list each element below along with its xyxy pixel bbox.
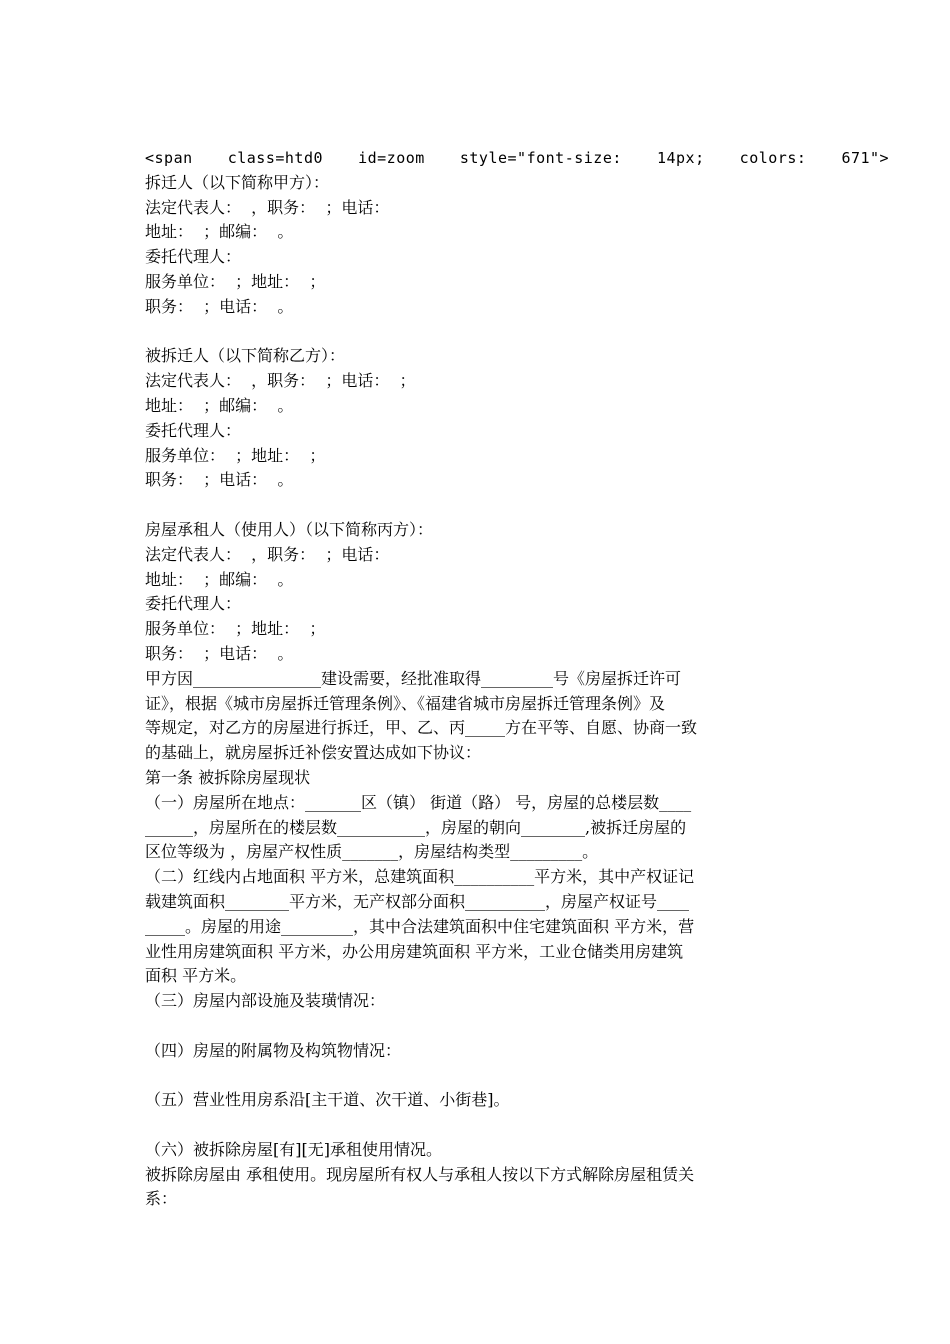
item-2-line: 面积 平方米。 <box>145 966 247 986</box>
party-b-unit: 服务单位： ；地址： ； <box>145 445 326 465</box>
lease-line: 被拆除房屋由 承租使用。现房屋所有权人与承租人按以下方式解除房屋租赁关 <box>145 1164 695 1184</box>
item-2-line: （二）红线内占地面积 平方米，总建筑面积__________平方米，其中产权证记 <box>145 867 695 887</box>
contract-document <box>145 146 890 1212</box>
party-a-rep: 法定代表人： ，职务： ；电话： <box>145 197 390 217</box>
party-a-addr: 地址： ；邮编： 。 <box>145 222 294 242</box>
party-c-unit: 服务单位： ；地址： ； <box>145 619 326 639</box>
article-1-title: 第一条 被拆除房屋现状 <box>145 767 311 787</box>
item-6: （六）被拆除房屋[有][无]承租使用情况。 <box>145 1139 442 1159</box>
item-2-line: 业性用房建筑面积 平方米，办公用房建筑面积 平方米，工业仓储类用房建筑 <box>145 941 684 961</box>
lease-line: 系： <box>145 1189 178 1209</box>
item-1-line: 区位等级为 ，房屋产权性质_______，房屋结构类型_________。 <box>145 842 599 862</box>
item-5: （五）营业性用房系沿[主干道、次干道、小街巷]。 <box>145 1090 510 1110</box>
party-a-agent: 委托代理人： <box>145 247 242 267</box>
party-c-heading: 房屋承租人（使用人）（以下简称丙方）： <box>145 519 434 539</box>
spacer <box>145 493 810 518</box>
item-1-line: ______，房屋所在的楼层数___________，房屋的朝向________,被拆迁房屋的 <box>145 817 687 837</box>
item-2-line: 载建筑面积________平方米，无产权部分面积__________，房屋产权证号____ <box>145 891 690 911</box>
spacer <box>145 1014 810 1039</box>
party-a-unit: 服务单位： ；地址： ； <box>145 271 326 291</box>
preamble-line: 的基础上，就房屋拆迁补偿安置达成如下协议： <box>145 743 482 763</box>
spacer <box>145 320 810 345</box>
party-a-heading: 拆迁人（以下简称甲方）： <box>145 172 330 192</box>
item-3: （三）房屋内部设施及装璜情况： <box>145 991 386 1011</box>
item-4: （四）房屋的附属物及构筑物情况： <box>145 1040 402 1060</box>
item-1-line: （一）房屋所在地点：_______区（镇） 街道（路） 号，房屋的总楼层数____ <box>145 792 692 812</box>
preamble-line: 等规定，对乙方的房屋进行拆迁，甲、乙、丙_____方在平等、自愿、协商一致 <box>145 718 698 738</box>
spacer <box>145 1063 810 1088</box>
party-b-rep: 法定代表人： ，职务： ；电话： ； <box>145 371 416 391</box>
party-b-heading: 被拆迁人（以下简称乙方）： <box>145 346 346 366</box>
party-b-addr: 地址： ；邮编： 。 <box>145 395 294 415</box>
party-c-addr: 地址： ；邮编： 。 <box>145 569 294 589</box>
party-b-agent: 委托代理人： <box>145 420 242 440</box>
preamble-line: 甲方因________________建设需要，经批准取得_________号《房屋拆迁许可 <box>145 668 682 688</box>
party-a-duty: 职务： ；电话： 。 <box>145 296 294 316</box>
code-line: <span class=htd0 id=zoom style="font-size: 14px; colors: 671"> <box>145 149 890 167</box>
party-c-rep: 法定代表人： ，职务： ；电话： <box>145 544 390 564</box>
party-b-duty: 职务： ；电话： 。 <box>145 470 294 490</box>
preamble-line: 证》，根据《城市房屋拆迁管理条例》、《福建省城市房屋拆迁管理条例》及 <box>145 693 666 713</box>
spacer <box>145 1113 810 1138</box>
party-c-duty: 职务： ；电话： 。 <box>145 643 294 663</box>
item-2-line: _____。房屋的用途_________，其中合法建筑面积中住宅建筑面积 平方米，营 <box>145 916 695 936</box>
party-c-agent: 委托代理人： <box>145 594 242 614</box>
